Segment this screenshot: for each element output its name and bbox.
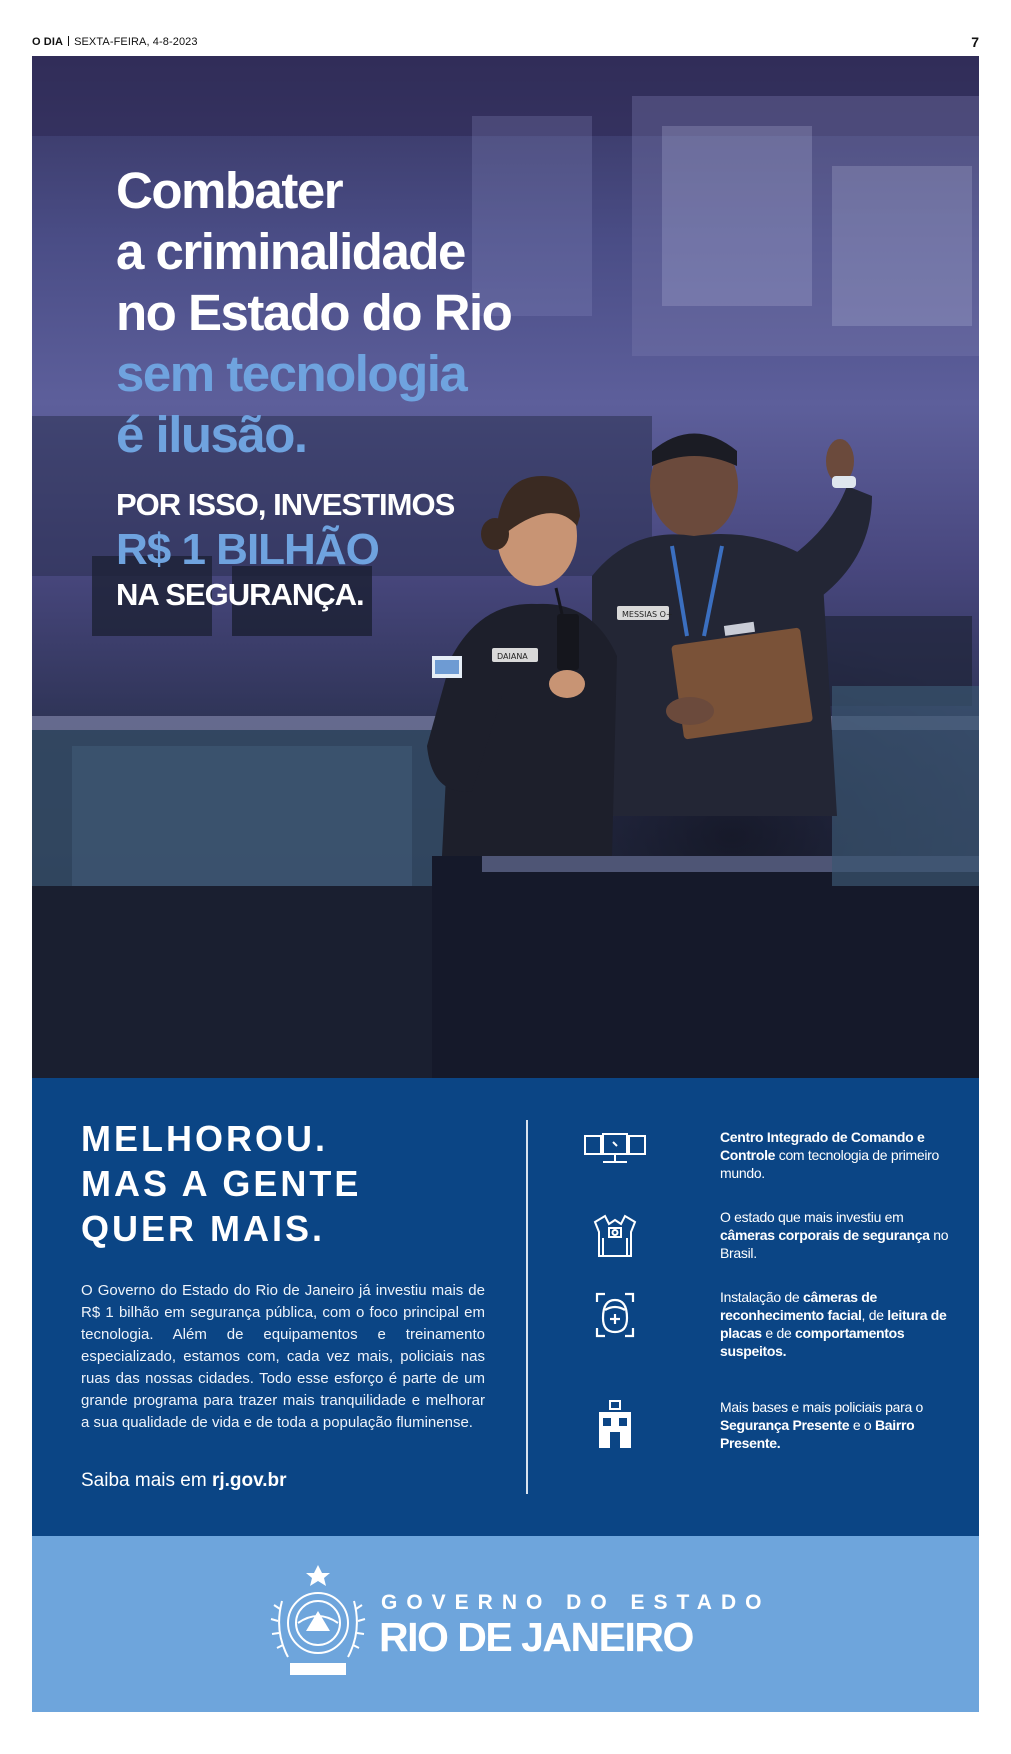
monitors-icon [583, 1128, 647, 1184]
police-base-icon [583, 1398, 647, 1454]
column-divider [526, 1120, 528, 1494]
feature-4-part-4: Bairro Presente. [720, 1417, 915, 1451]
feature-4-part-2: Segurança Presente [720, 1417, 850, 1433]
name-tag-messias: MESSIAS O+ [622, 610, 673, 619]
feature-1-part-2: com tecnologia de primeiro mundo. [720, 1147, 940, 1181]
feature-2-part-2: câmeras corporais de segurança [720, 1227, 930, 1243]
feature-4-part-1: Mais bases e mais policiais para o [720, 1399, 924, 1415]
subline-amount: R$ 1 BILHÃO [116, 525, 379, 574]
slogan-line-3: QUER MAIS. [81, 1208, 326, 1249]
slogan [81, 1116, 361, 1251]
headline-line-5: é ilusão. [116, 406, 307, 463]
feature-text [720, 1288, 960, 1360]
more-info [81, 1470, 287, 1492]
body-camera-icon [583, 1208, 647, 1264]
info-panel [32, 1078, 979, 1536]
headline-line-1: Combater [116, 162, 343, 219]
subline-3: NA SEGURANÇA. [116, 577, 364, 612]
logo-line-1: GOVERNO DO ESTADO [381, 1591, 771, 1614]
feature-2-part-3: no Brasil. [720, 1227, 949, 1261]
feature-1-part-1: Centro Integrado de Comando e Controle [720, 1129, 925, 1163]
feature-text [720, 1398, 960, 1452]
headline-line-3: no Estado do Rio [116, 284, 512, 341]
page-header [32, 34, 979, 54]
government-logo-band [32, 1536, 979, 1712]
headline-line-2: a criminalidade [116, 223, 465, 280]
feature-3-part-4: leitura de placas [720, 1307, 947, 1341]
slogan-line-2: MAS A GENTE [81, 1163, 362, 1204]
feature-text [720, 1128, 960, 1182]
coat-of-arms-icon [268, 1561, 368, 1683]
feature-3-part-2: câmeras de reconhecimento facial [720, 1289, 878, 1323]
name-tag-daiana: DAIANA [497, 652, 528, 661]
subline-1: POR ISSO, INVESTIMOS [116, 487, 455, 522]
face-recognition-icon [583, 1288, 647, 1344]
feature-2-part-1: O estado que mais investiu em [720, 1209, 904, 1225]
feature-3-part-3: , de [861, 1307, 888, 1323]
header-separator [68, 36, 69, 46]
hero-photo [32, 56, 979, 1078]
newspaper-name: O DIA [32, 36, 64, 48]
page-number: 7 [971, 34, 979, 50]
header-left [32, 36, 198, 48]
headline-line-4: sem tecnologia [116, 345, 467, 402]
hero-headline [116, 160, 511, 465]
feature-3-part-1: Instalação de [720, 1289, 803, 1305]
feature-3-part-6: comportamentos suspeitos. [720, 1325, 905, 1359]
logo-line-2: RIO DE JANEIRO [379, 1614, 693, 1660]
investment-subline [116, 484, 454, 616]
website-link[interactable]: rj.gov.br [211, 1470, 287, 1491]
body-text: O Governo do Estado do Rio de Janeiro já investiu mais de R$ 1 bilhão em segurança pública, com o foco principal em tecnologia. Além de equipamentos e treinamento especializado, estamos com, cada vez mais, policiais nas ruas das nossas cidades. Todo esse esforço é parte de um grande programa para trazer mais tranquilidade e melhorar a sua qualidade de vida e de toda a população fluminense. [81, 1282, 485, 1431]
feature-text [720, 1208, 960, 1262]
more-info-prefix: Saiba mais em [81, 1470, 212, 1491]
slogan-line-1: MELHOROU. [81, 1118, 328, 1159]
feature-3-part-5: e de [761, 1325, 796, 1341]
feature-4-part-3: e o [849, 1417, 875, 1433]
issue-date: SEXTA-FEIRA, 4-8-2023 [74, 36, 198, 48]
